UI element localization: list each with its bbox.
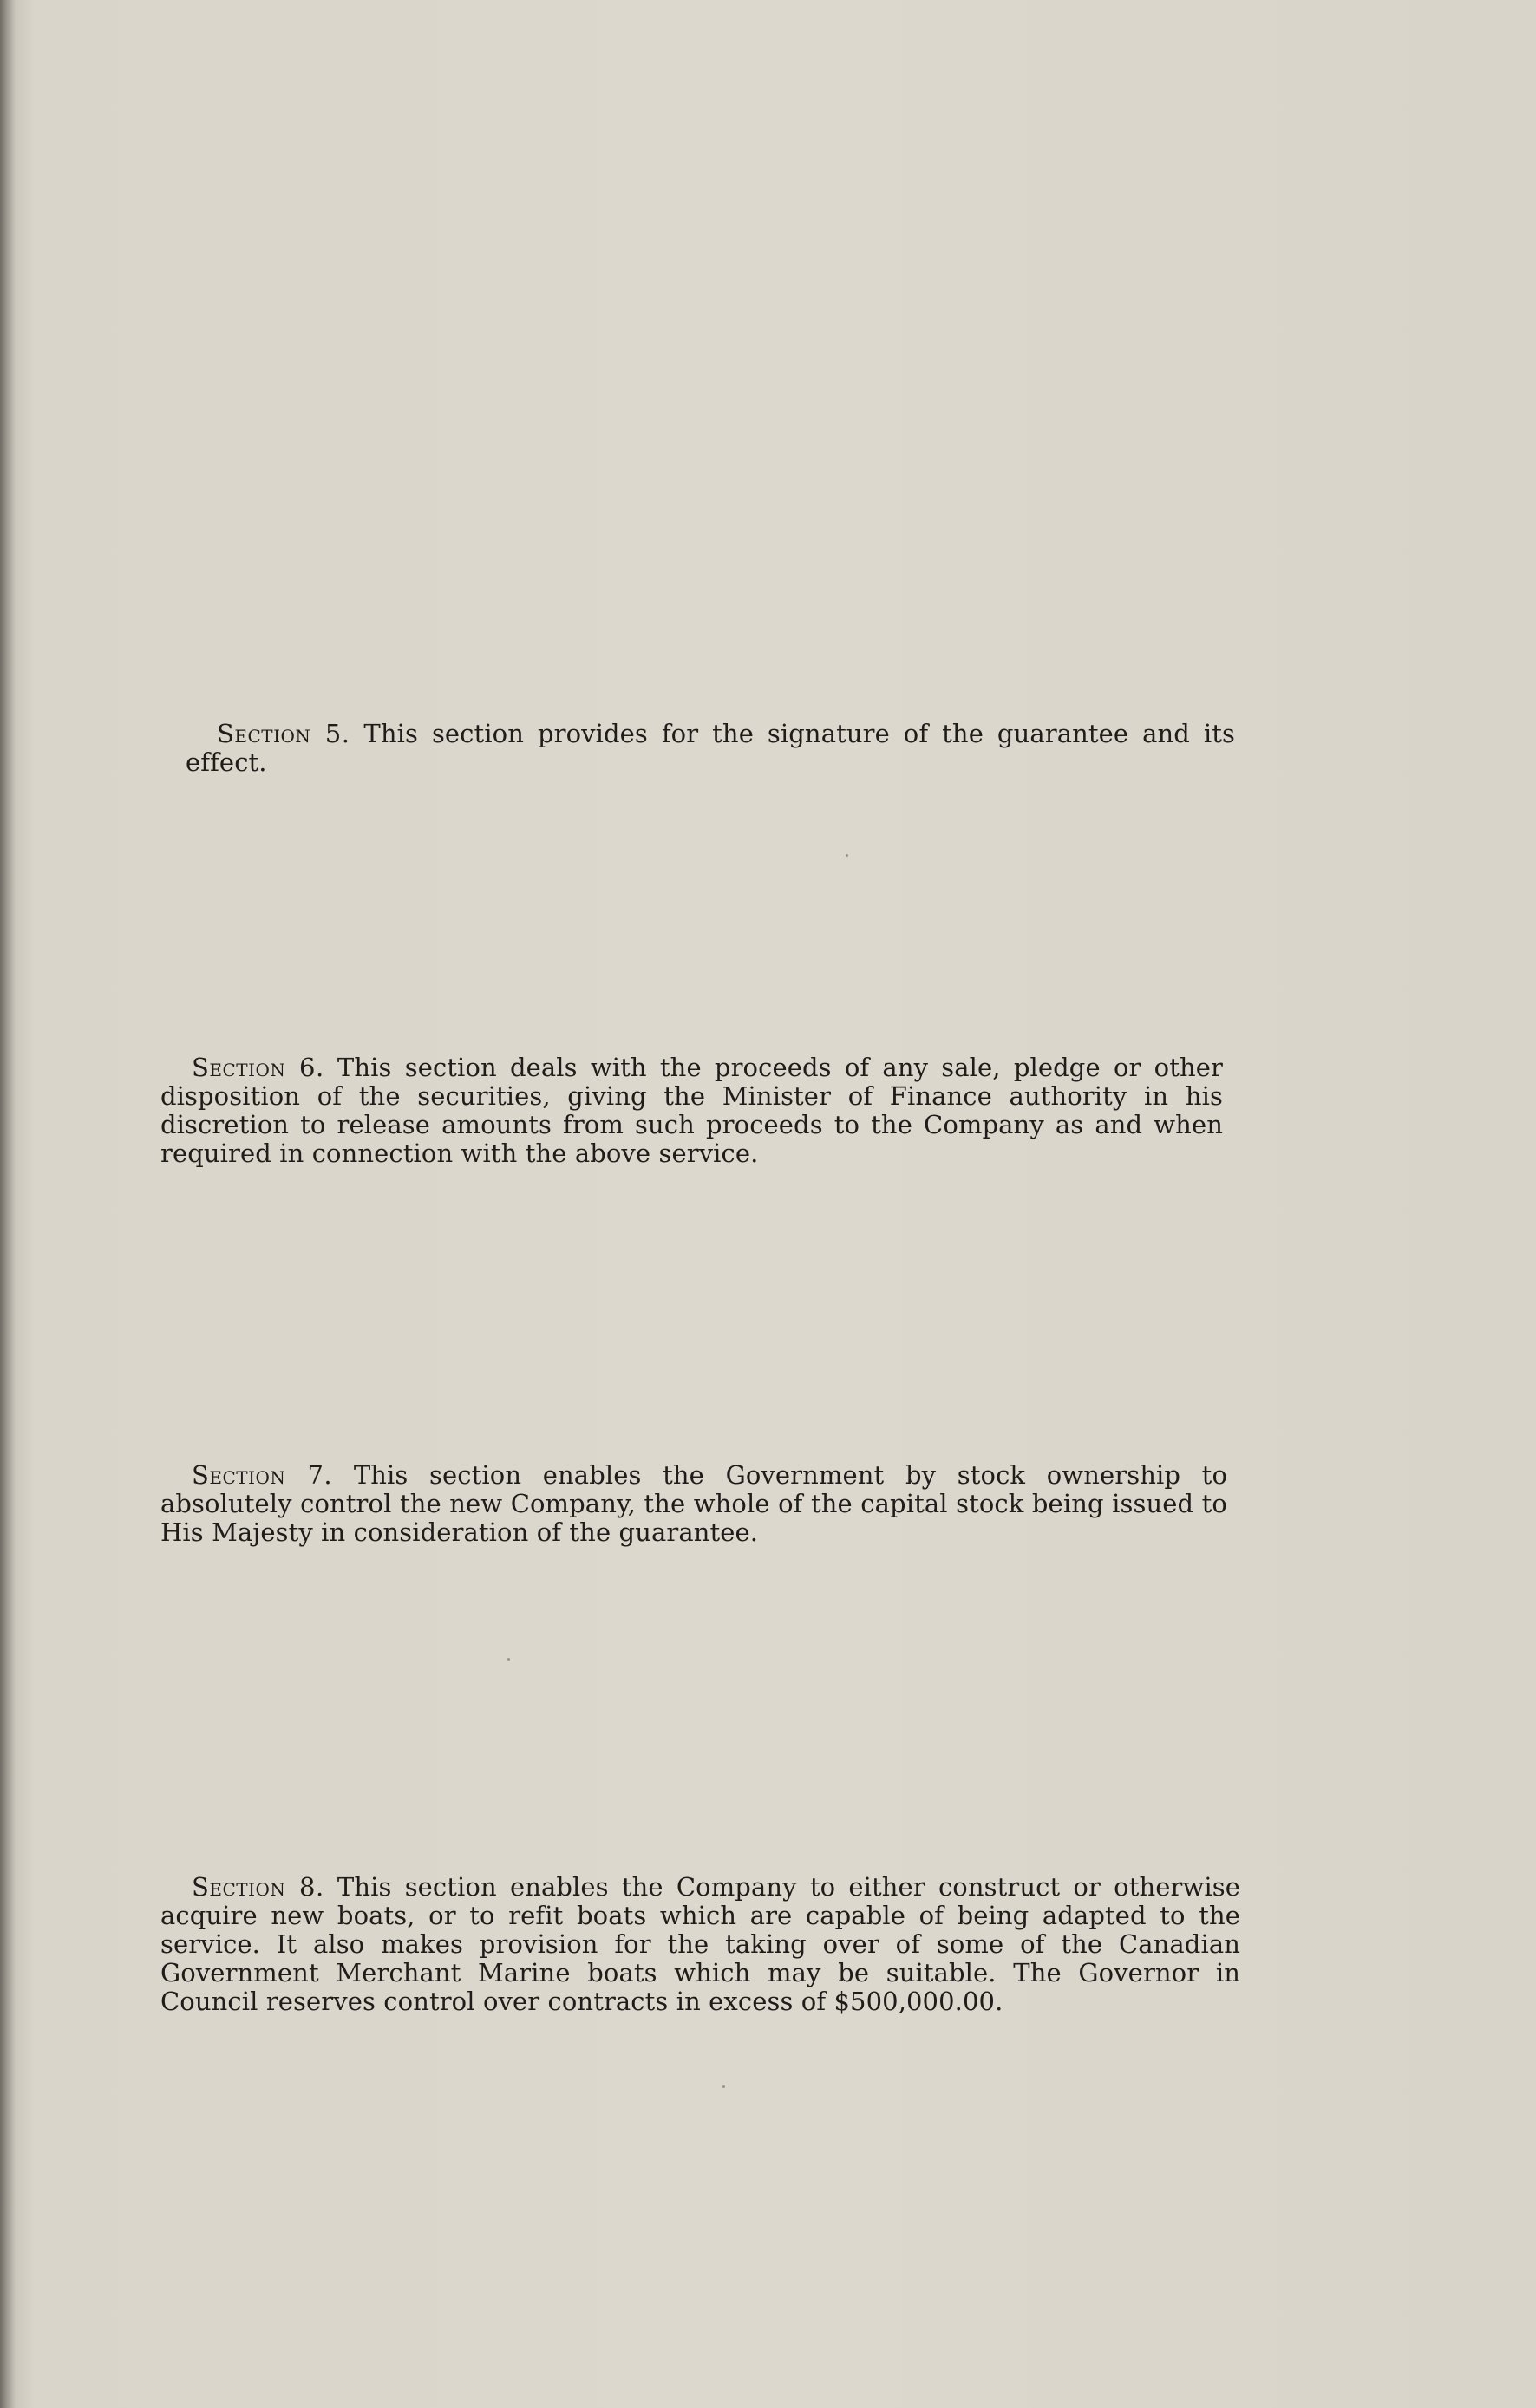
section-7-paragraph <box>160 1461 1227 1547</box>
paper-speck <box>722 2085 725 2088</box>
section-7-text: This section enables the Government by stock ownership to absolutely control the new Company, the whole of the capital stock being issued to His Majesty in consideration of the guarantee. <box>160 1460 1227 1547</box>
section-8-label: Section 8. <box>192 1872 324 1902</box>
section-8-paragraph <box>160 1873 1240 2016</box>
paper-speck <box>846 854 848 857</box>
section-5-text: This section provides for the signature of the guarantee and its effect. <box>186 719 1235 777</box>
section-8-text: This section enables the Company to either construct or otherwise acquire new boats, or to refit boats which are capable of being adapted to the service. It also makes provision for the taking over of some of the Canadian Government Merchant Marine boats which may be suitable. The Governor in Council reserves control over contracts in excess of $500,000.00. <box>160 1872 1240 2016</box>
section-8-note <box>160 1873 1240 2016</box>
section-7-note <box>160 1461 1227 1547</box>
binding-edge <box>0 0 16 2408</box>
section-6-text: This section deals with the proceeds of any sale, pledge or other disposition of the securities, giving the Minister of Finance authority in his discretion to release amounts from such proceeds to the Company as and when required in connection with the above service. <box>160 1053 1223 1168</box>
section-6-note <box>160 1054 1223 1168</box>
section-5-paragraph <box>186 720 1235 777</box>
section-7-label: Section 7. <box>192 1460 333 1490</box>
section-6-label: Section 6. <box>192 1053 324 1082</box>
paper-speck <box>507 1658 510 1661</box>
section-5-label: Section 5. <box>217 719 350 748</box>
section-5-note <box>186 720 1235 777</box>
section-6-paragraph <box>160 1054 1223 1168</box>
